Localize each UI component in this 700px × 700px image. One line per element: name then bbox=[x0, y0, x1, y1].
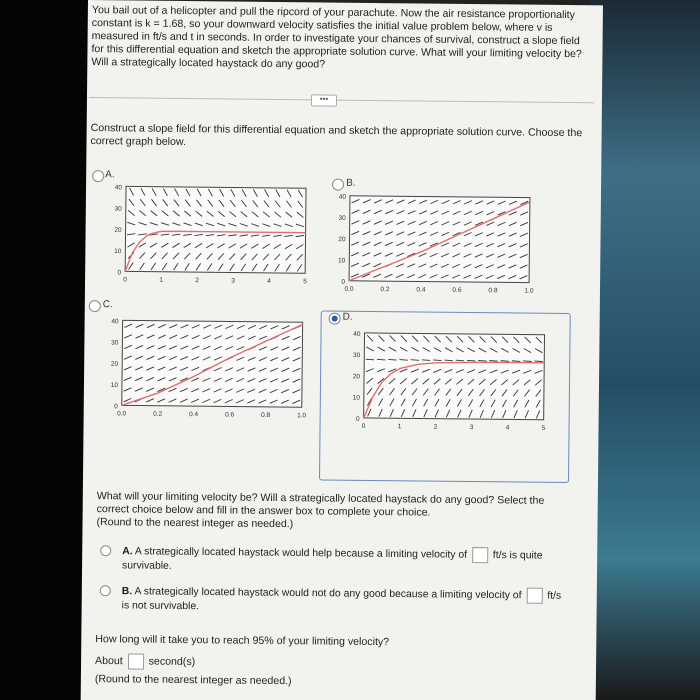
x-tick-label: 0.6 bbox=[452, 286, 462, 294]
x-tick-label: 0.2 bbox=[380, 286, 390, 294]
x-tick-label: 3 bbox=[231, 277, 235, 285]
divider bbox=[89, 97, 594, 103]
plot-frame bbox=[122, 320, 303, 407]
answer-b-input[interactable] bbox=[526, 588, 542, 604]
slope-segment bbox=[523, 361, 531, 362]
slope-segment bbox=[377, 359, 385, 360]
y-tick-label: 20 bbox=[114, 226, 122, 234]
slope-segment bbox=[467, 360, 475, 361]
slope-segment bbox=[411, 360, 419, 361]
graph-a[interactable] bbox=[107, 186, 312, 298]
x-tick-label: 0 bbox=[361, 422, 366, 430]
slope-segment bbox=[399, 360, 407, 361]
slope-segment bbox=[534, 361, 542, 362]
slope-segment bbox=[422, 360, 430, 361]
slope-field-chart bbox=[107, 186, 312, 293]
y-tick-label: 20 bbox=[352, 373, 361, 381]
y-tick-label: 30 bbox=[353, 352, 361, 360]
graph-b[interactable] bbox=[331, 193, 536, 308]
slope-segment bbox=[444, 360, 452, 361]
question-2-prompt: What will your limiting velocity be? Will a strategically located haystack do any good? Select the correct choice below and fill in the answer box to complete your choice. bbox=[96, 490, 545, 519]
instruction-text: Construct a slope field for this differential equation and sketch the appropriate solution curve. Choose the correct graph below. bbox=[90, 122, 583, 149]
plot-frame bbox=[125, 186, 306, 273]
option-a-label: A. bbox=[105, 169, 115, 181]
y-tick-label: 40 bbox=[111, 318, 119, 326]
about-row bbox=[95, 653, 195, 670]
problem-text: You bail out of a helicopter and pull the ripcord of your parachute. Now the air resistance proportionality constant is k = 1.68, so your downward velocity satisfies the initial value problem below, where v is measured in ft/s and t in seconds. In order to investigate your chances of survival, construct a slope field for this differential equation and sketch the appropriate solution curve. What will your limiting velocity be? Will a strategically located haystack do any good? bbox=[91, 4, 582, 71]
answer-b-radio[interactable] bbox=[100, 585, 111, 596]
y-tick-label: 0 bbox=[341, 278, 346, 286]
graph-d[interactable] bbox=[345, 330, 550, 445]
x-tick-label: 0.8 bbox=[261, 411, 271, 419]
x-tick-label: 5 bbox=[541, 424, 546, 432]
slope-segment bbox=[433, 360, 441, 361]
answer-b-post: ft/s is not survivable. bbox=[121, 590, 562, 613]
y-tick-label: 10 bbox=[352, 394, 360, 402]
y-tick-label: 10 bbox=[338, 257, 346, 265]
slope-segment bbox=[478, 360, 486, 361]
x-tick-label: 4 bbox=[267, 277, 271, 285]
y-tick-label: 0 bbox=[117, 269, 122, 277]
x-tick-label: 5 bbox=[303, 278, 307, 286]
option-a-radio[interactable] bbox=[92, 170, 104, 182]
option-c-radio[interactable] bbox=[89, 300, 101, 312]
seconds-input[interactable] bbox=[128, 653, 144, 669]
x-tick-label: 1 bbox=[397, 423, 402, 431]
more-button[interactable]: ••• bbox=[311, 94, 337, 106]
graph-c[interactable] bbox=[103, 320, 308, 432]
y-tick-label: 40 bbox=[114, 184, 123, 192]
question-2-text bbox=[96, 490, 576, 534]
answer-a-input[interactable] bbox=[472, 547, 488, 563]
option-d-label: D. bbox=[342, 311, 353, 323]
option-c-label: C. bbox=[102, 299, 113, 311]
background-right bbox=[590, 0, 700, 700]
answer-a-radio[interactable] bbox=[100, 545, 111, 556]
y-tick-label: 30 bbox=[338, 214, 346, 222]
background-left bbox=[0, 0, 90, 700]
slope-field-chart bbox=[331, 193, 536, 303]
x-tick-label: 2 bbox=[433, 423, 438, 431]
answer-a-letter: A. bbox=[122, 546, 133, 558]
y-tick-label: 10 bbox=[110, 382, 119, 390]
option-b-label: B. bbox=[346, 177, 356, 189]
x-tick-label: 1.0 bbox=[524, 287, 534, 295]
y-tick-label: 20 bbox=[338, 236, 346, 244]
x-tick-label: 0.4 bbox=[189, 411, 199, 419]
how-long-question: How long will it take you to reach 95% of your limiting velocity? bbox=[95, 633, 390, 649]
y-tick-label: 40 bbox=[338, 193, 346, 201]
x-tick-label: 4 bbox=[505, 424, 510, 432]
option-d-radio[interactable] bbox=[329, 313, 341, 325]
slope-segment bbox=[366, 359, 374, 360]
answer-b-pre: A strategically located haystack would not do any good because a limiting velocity of bbox=[134, 586, 522, 602]
y-tick-label: 40 bbox=[353, 330, 361, 338]
x-tick-label: 0.8 bbox=[488, 287, 498, 295]
x-tick-label: 0.0 bbox=[117, 410, 127, 418]
answer-a bbox=[122, 543, 562, 577]
slope-field-chart bbox=[104, 320, 309, 427]
x-tick-label: 2 bbox=[195, 277, 199, 285]
slope-segment bbox=[489, 361, 497, 362]
y-tick-label: 30 bbox=[111, 339, 119, 347]
answer-b bbox=[122, 583, 562, 617]
answer-a-pre: A strategically located haystack would help because a limiting velocity of bbox=[134, 546, 468, 561]
x-tick-label: 0.4 bbox=[416, 286, 426, 294]
answer-b-letter: B. bbox=[121, 586, 133, 598]
slope-segment bbox=[512, 361, 520, 362]
round-note: (Round to the nearest integer as needed.) bbox=[94, 673, 292, 688]
question-2-round: (Round to the nearest integer as needed.) bbox=[96, 516, 294, 531]
about-label: About bbox=[95, 654, 123, 668]
y-tick-label: 10 bbox=[114, 248, 122, 256]
x-tick-label: 1 bbox=[159, 276, 163, 284]
x-tick-label: 0.0 bbox=[344, 285, 354, 293]
x-tick-label: 1.0 bbox=[297, 412, 307, 420]
screen-page bbox=[81, 0, 603, 700]
y-tick-label: 20 bbox=[110, 360, 119, 368]
option-b-radio[interactable] bbox=[332, 179, 344, 191]
slope-segment bbox=[456, 360, 464, 361]
x-tick-label: 3 bbox=[469, 424, 474, 432]
slope-segment bbox=[501, 361, 509, 362]
y-tick-label: 0 bbox=[114, 403, 118, 411]
y-tick-label: 0 bbox=[355, 415, 360, 423]
seconds-label: second(s) bbox=[148, 655, 196, 668]
y-tick-label: 30 bbox=[114, 205, 122, 213]
x-tick-label: 0.2 bbox=[153, 410, 163, 418]
x-tick-label: 0 bbox=[123, 276, 127, 284]
plot-frame bbox=[364, 333, 545, 420]
slope-segment bbox=[388, 359, 396, 360]
x-tick-label: 0.6 bbox=[225, 411, 235, 419]
answer-a-post: ft/s is quite survivable. bbox=[122, 550, 543, 572]
slope-field-chart bbox=[345, 330, 550, 440]
